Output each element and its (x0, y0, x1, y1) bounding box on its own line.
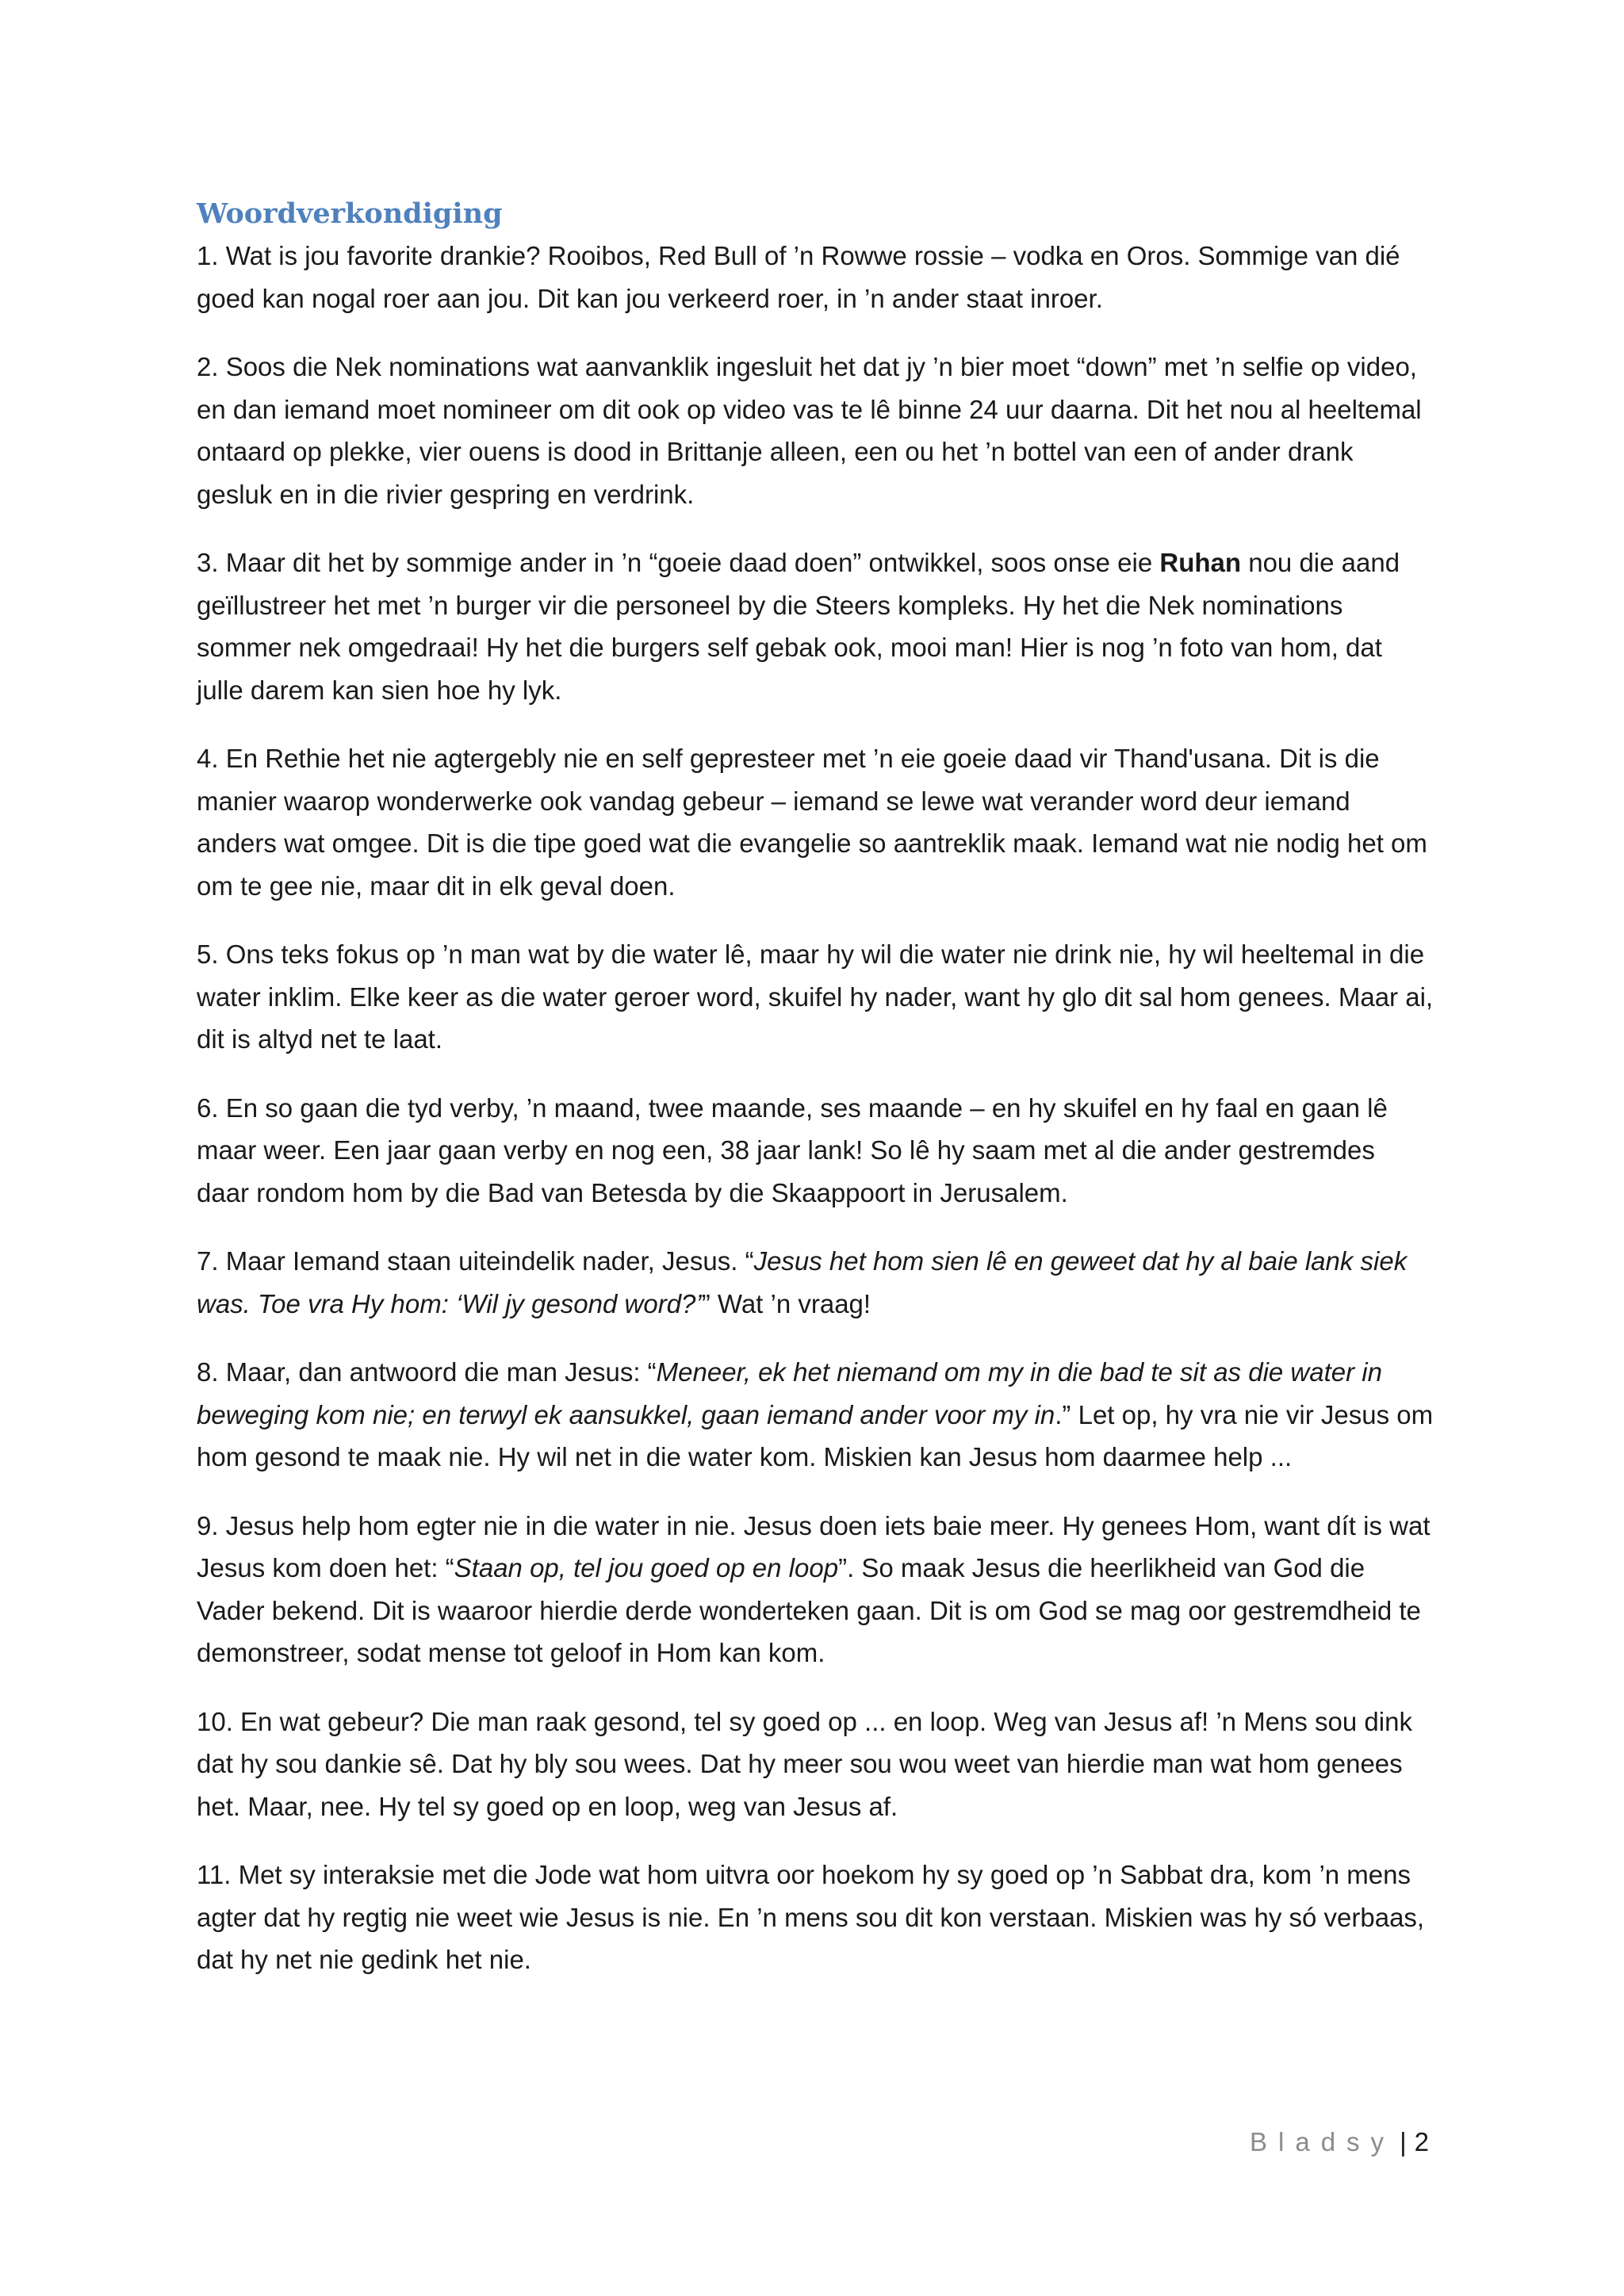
text-run: 8. Maar, dan antwoord die man Jesus: “ (197, 1357, 657, 1387)
paragraph (197, 1854, 1434, 1981)
italic-text: Meneer, ek het niemand om my in die bad te sit as die water in beweging kom nie; en terwyl ek aansukkel, gaan iemand ander voor my in (197, 1357, 1382, 1429)
bold-text: Ruhan (1159, 548, 1242, 577)
paragraph (197, 1701, 1434, 1828)
italic-text: Jesus het hom sien lê en geweet dat hy al baie lank siek was. Toe vra Hy hom: ‘Wil jy gesond word?’ (197, 1246, 1408, 1318)
text-run: 9. Jesus help hom egter nie in die water in nie. Jesus doen iets baie meer. Hy genees Hom, want dít is wat Jesus kom doen het: “ (197, 1510, 1431, 1582)
text-run: 10. En wat gebeur? Die man raak gesond, tel sy goed op ... en loop. Weg van Jesus af! ’n Mens sou dink dat hy sou dankie sê. Dat hy bly sou wees. Dat hy meer sou wou weet van hierdie man wat hom genees het. Maar, nee. Hy tel sy goed op en loop, weg van Jesus af. (197, 1706, 1412, 1821)
footer-label: Bladsy (1250, 2127, 1396, 2156)
page-number: 2 (1414, 2127, 1429, 2156)
text-run: 3. Maar dit het by sommige ander in ’n “goeie daad doen” ontwikkel, soos onse eie (197, 548, 1160, 577)
document-body (197, 193, 1434, 2007)
italic-text: Staan op, tel jou goed op en loop (454, 1553, 839, 1582)
text-run: 5. Ons teks fokus op ’n man wat by die water lê, maar hy wil die water nie drink nie, hy wil heeltemal in die water inklim. Elke keer as die water geroer word, skuifel hy nader, want hy glo dit sal hom genees. Maar ai, dit is altyd net te laat. (197, 939, 1434, 1054)
text-run: nou die aand geïllustreer het met ’n burger vir die personeel by die Steers kompleks. Hy het die Nek nominations sommer nek omgedraai! Hy het die burgers self gebak ook, mooi man! Hier is nog ’n foto van hom, dat julle darem kan sien hoe hy lyk. (197, 548, 1400, 705)
paragraph (197, 933, 1434, 1061)
page-footer (1250, 2125, 1429, 2160)
text-run: 6. En so gaan die tyd verby, ’n maand, twee maande, ses maande – en hy skuifel en hy faal en gaan lê maar weer. Een jaar gaan verby en nog een, 38 jaar lank! So lê hy saam met al die ander gestremdes daar rondom hom by die Bad van Betesda by die Skaappoort in Jerusalem. (197, 1093, 1388, 1207)
section-heading: Woordverkondiging (197, 197, 503, 230)
text-run: 4. En Rethie het nie agtergebly nie en self gepresteer met ’n eie goeie daad vir Thand'usana. Dit is die manier waarop wonderwerke ook vandag gebeur – iemand se lewe wat verander word deur iemand anders wat omgee. Dit is die tipe goed wat die evangelie so aantreklik maak. Iemand wat nie nodig het om om te gee nie, maar dit in elk geval doen. (197, 744, 1427, 901)
paragraph (197, 1505, 1434, 1674)
paragraph (197, 1240, 1434, 1325)
text-run: 11. Met sy interaksie met die Jode wat hom uitvra oor hoekom hy sy goed op ’n Sabbat dra, kom ’n mens agter dat hy regtig nie weet wie Jesus is nie. En ’n mens sou dit kon verstaan. Miskien was hy só verbaas, dat hy net nie gedink het nie. (197, 1860, 1425, 1974)
paragraph-list (197, 235, 1434, 1981)
text-run: ”. So maak Jesus die heerlikheid van God die Vader bekend. Dit is waaroor hierdie derde wonderteken gaan. Dit is om God se mag oor gestremdheid te demonstreer, sodat mense tot geloof in Hom kan kom. (197, 1553, 1421, 1667)
footer-separator: | (1400, 2127, 1407, 2156)
text-run: .” Let op, hy vra nie vir Jesus om hom gesond te maak nie. Hy wil net in die water kom. Miskien kan Jesus hom daarmee help ... (197, 1399, 1434, 1471)
paragraph (197, 235, 1434, 320)
text-run: 7. Maar Iemand staan uiteindelik nader, Jesus. “ (197, 1246, 754, 1276)
text-run: ” Wat ’n vraag! (701, 1288, 871, 1318)
text-run: 1. Wat is jou favorite drankie? Rooibos, Red Bull of ’n Rowwe rossie – vodka en Oros. Sommige van dié goed kan nogal roer aan jou. Dit kan jou verkeerd roer, in ’n ander staat inroer. (197, 241, 1400, 313)
paragraph (197, 1087, 1434, 1215)
paragraph (197, 737, 1434, 907)
text-run: 2. Soos die Nek nominations wat aanvanklik ingesluit het dat jy ’n bier moet “down” met ’n selfie op video, en dan iemand moet nomineer om dit ook op video vas te lê binne 24 uur daarna. Dit het nou al heeltemal ontaard op plekke, vier ouens is dood in Brittanje alleen, een ou het ’n bottel van een of ander drank gesluk en in die rivier gespring en verdrink. (197, 352, 1422, 509)
paragraph (197, 1351, 1434, 1479)
paragraph (197, 346, 1434, 515)
paragraph (197, 541, 1434, 711)
